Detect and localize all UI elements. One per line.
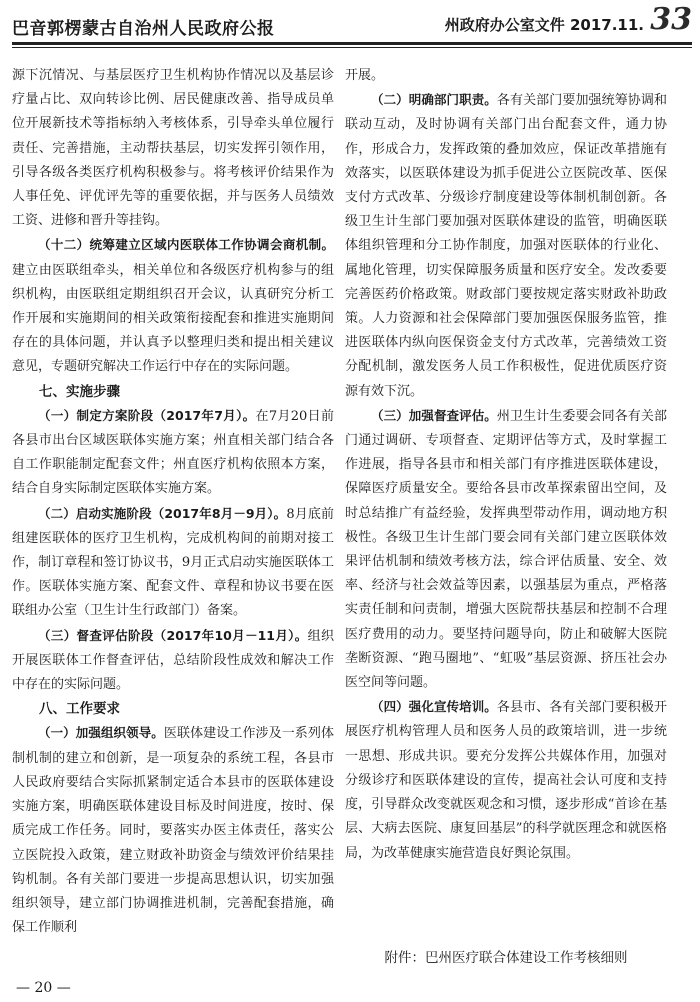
paragraph — [12, 233, 334, 379]
paragraph-text: 8月底前组建医联体的医疗卫生机构，完成机构间的前期对接工作，制订章程和签订协议书，9月正式启动实施医联体工作。医联体实施方案、配套文件、章程和协议书要在医联组办公室（卫生计生行政部门）备案。 — [12, 506, 334, 619]
issue-label: 州政府办公室文件 2017.11. — [444, 16, 644, 34]
page-header — [0, 0, 700, 48]
section-heading: 八、工作要求 — [39, 701, 120, 718]
left-column — [12, 64, 334, 940]
paragraph — [12, 721, 334, 940]
paragraph-lead: （二）启动实施阶段（2017年8月－9月）。 — [38, 505, 287, 521]
paragraph-lead: （四）强化宣传培训。 — [371, 699, 497, 715]
paragraph-text: 源下沉情况、与基层医疗卫生机构协作情况以及基层诊疗量占比、双向转诊比例、居民健康改善、指导成员单位开展新技术等指标纳入考核体系，引导牵头单位履行责任、完善措施，主动帮扶基层，切实发挥引领作用，引导各级各类医疗机构积极参与。将考核评价结果作为人事任免、评优评先等的重要依据，并与医务人员绩效工资、进修和晋升等挂钩。 — [12, 68, 334, 229]
attachment-note: 附件：巴州医疗联合体建设工作考核细则 — [384, 950, 628, 966]
paragraph — [345, 64, 667, 88]
paragraph-text: 建立由医联组牵头，相关单位和各级医疗机构参与的组织机构，由医联组定期组织召开会议，认真研究分析工作开展和实施期间的相关政策衔接配套和推进实施期间存在的具体问题，并认真予以整理归类和提出相关建议意见，专题研究解决工作运行中存在的实际问题。 — [12, 262, 334, 375]
paragraph-text: 开展。 — [345, 68, 385, 83]
issue-number: 33 — [650, 2, 692, 37]
page-number: — 20 — — [16, 980, 71, 996]
header-rule-thin — [12, 47, 692, 48]
paragraph-text: 州卫生计生委要会同各有关部门通过调研、专项督查、定期评估等方式，及时掌握工作进展，指导各县市和相关部门有序推进医联体建设，保障医疗质量安全。要给各县市改革探索留出空间，及时总结推广有益经验，发挥典型带动作用，调动地方积极性。各级卫生计生部门要会同有关部门建立医联体效果评估机制和绩效考核方法，综合评估质量、安全、效率、经济与社会效益等因素，以强基层为重点，严格落实责任制和问责制，增强大医院帮扶基层和控制不合理医疗费用的动力。要坚持问题导向，防止和破解大医院垄断资源、“跑马圈地”、“虹吸”基层资源、挤压社会办医空间等问题。 — [345, 408, 667, 691]
paragraph — [345, 695, 667, 865]
paragraph-text: 各县市、各有关部门要积极开展医疗机构管理人员和医务人员的政策培训，进一步统一思想、形成共识。要充分发挥公共媒体作用，加强对分级诊疗和医联体建设的宣传，提高社会认可度和支持度，引导群众改变就医观念和习惯，逐步形成“首诊在基层、大病去医院、康复回基层”的科学就医理念和就医格局，为改革健康实施营造良好舆论氛围。 — [345, 700, 667, 861]
paragraph — [345, 404, 667, 695]
paragraph-text: 各有关部门要加强统筹协调和联动互动，及时协调有关部门出台配套文件，通力协作，形成合力，发挥政策的叠加效应，保证改革措施有效落实，以医联体建设为抓手促进公立医院改革、医保支付方式改革、分级诊疗制度建设等体制机制创新。各级卫生计生部门要加强对医联体建设的监管，明确医联体组织管理和分工协作制度，加强对医联体的行业化、属地化管理，切实保障服务质量和医疗安全。发改委要完善医药价格政策。财政部门要按规定落实财政补助政策。人力资源和社会保障部门要加强医保服务监管，推进医联体内纵向医保资金支付方式改革，完善绩效工资分配机制，激发医务人员工作积极性，促进优质医疗资源有效下沉。 — [345, 93, 667, 399]
paragraph — [12, 624, 334, 698]
paragraph — [12, 64, 334, 233]
paragraph-lead: （一）加强组织领导。 — [38, 725, 164, 741]
paragraph — [12, 502, 334, 624]
paragraph — [12, 404, 334, 502]
header-rule — [12, 42, 692, 45]
paragraph-lead: （十二）统筹建立区域内医联体工作协调会商机制。 — [38, 237, 334, 253]
right-column — [345, 64, 667, 866]
section-heading: 七、实施步骤 — [39, 383, 120, 400]
paragraph-text: 医联体建设工作涉及一系列体制机制的建立和创新，是一项复杂的系统工程，各县市人民政府要结合实际抓紧制定适合本县市的医联体建设实施方案，明确医联体建设目标及时间进度，按时、保质完成工作任务。同时，要落实办医主体责任，落实公立医院投入政策，建立财政补助资金与绩效评价结果挂钩机制。各有关部门要进一步提高思想认识，切实加强组织领导，建立部门协调推进机制，完善配套措施，确保工作顺利 — [12, 726, 334, 936]
paragraph-lead: （一）制定方案阶段（2017年7月）。 — [38, 407, 256, 423]
paragraph — [345, 88, 667, 404]
paragraph-lead: （三）加强督查评估。 — [371, 407, 497, 423]
gazette-title: 巴音郭楞蒙古自治州人民政府公报 — [12, 19, 275, 39]
paragraph-text: 组织开展医联体工作督查评估，总结阶段性成效和解决工作中存在的实际问题。 — [12, 628, 334, 693]
paragraph-lead: （三）督查评估阶段（2017年10月－11月）。 — [38, 627, 308, 643]
paragraph-lead: （二）明确部门职责。 — [371, 92, 497, 108]
paragraph-text: 在7月20日前各县市出台区域医联体实施方案；州直相关部门结合各自工作职能制定配套文件；州直医疗机构依照本方案，结合自身实际制定医联体实施方案。 — [12, 408, 334, 497]
